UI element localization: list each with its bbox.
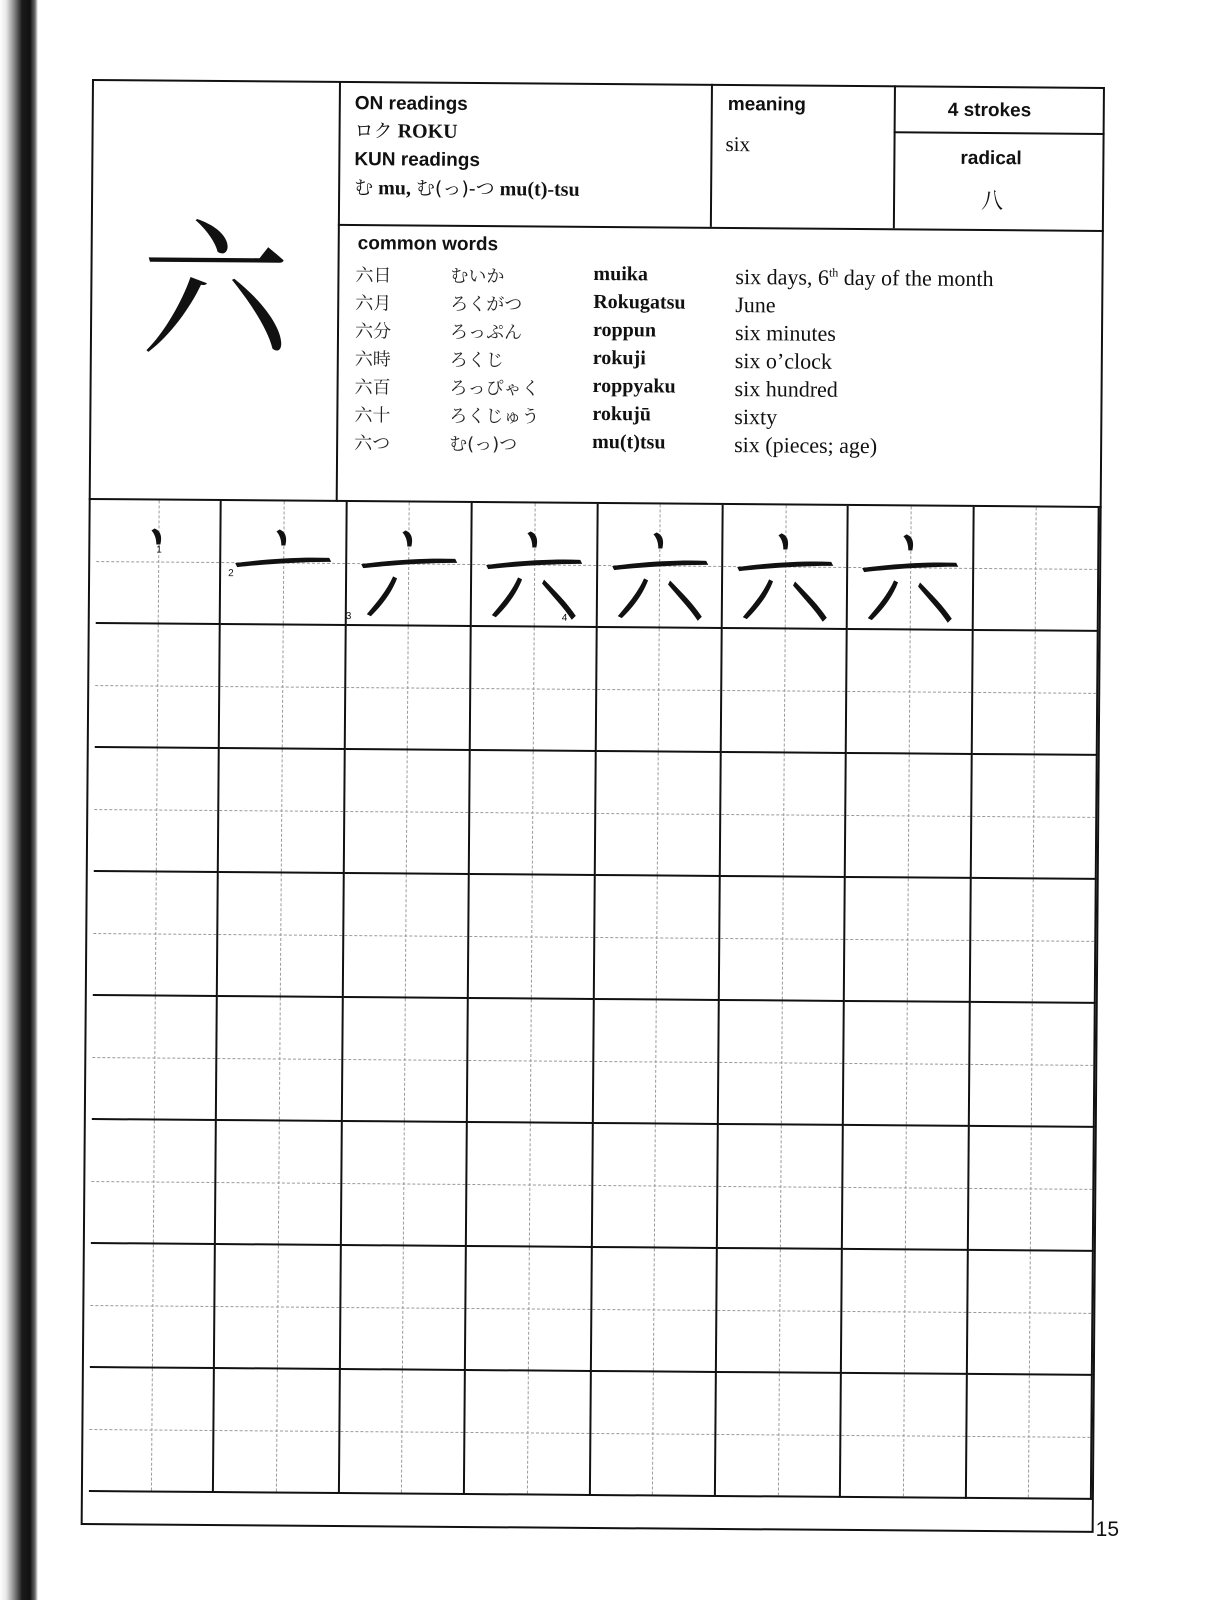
practice-cell[interactable] — [971, 755, 1097, 880]
stroke-order-glyph — [723, 505, 848, 630]
stroke-number-2: 2 — [228, 568, 234, 580]
practice-cell[interactable] — [91, 1120, 217, 1245]
word-kanji: 六百 — [354, 377, 391, 399]
word-meaning: six (pieces; age) — [734, 432, 878, 459]
practice-cell[interactable] — [344, 874, 470, 999]
on-reading-romaji: ROKU — [397, 120, 458, 143]
word-kanji: 六分 — [354, 321, 392, 343]
practice-cell[interactable] — [468, 999, 594, 1124]
practice-cell[interactable] — [844, 1002, 970, 1127]
kun-readings-label: KUN readings — [354, 149, 481, 172]
radical-value: 八 — [980, 188, 1004, 215]
practice-cell[interactable] — [847, 630, 973, 755]
on-reading-kana: ロク — [354, 120, 393, 143]
on-readings-value — [355, 116, 458, 144]
practice-cell[interactable] — [717, 1249, 843, 1374]
practice-cell[interactable] — [843, 1126, 969, 1251]
practice-cell[interactable] — [841, 1374, 967, 1499]
word-kana: む(っ)つ — [449, 433, 518, 456]
kanji-stroke-3 — [367, 576, 397, 616]
kanji-stroke-1 — [527, 531, 537, 547]
word-kanji: 六つ — [354, 433, 391, 455]
kanji-stroke-1 — [904, 534, 914, 550]
practice-cell[interactable] — [219, 749, 345, 874]
word-romaji: mu(t)tsu — [592, 430, 666, 454]
kanji-stroke-2 — [862, 562, 958, 573]
word-romaji: roppun — [592, 318, 657, 342]
kanji-stroke-3 — [617, 578, 647, 618]
kun-reading-kana-2: む(っ)-つ — [415, 177, 495, 201]
meaning-label: meaning — [727, 93, 807, 116]
word-meaning: six o’clock — [734, 348, 833, 374]
practice-cell[interactable] — [343, 998, 469, 1123]
kanji-stroke-3 — [492, 577, 522, 617]
stroke-order-glyph — [472, 503, 597, 628]
practice-cell[interactable] — [594, 876, 720, 1001]
kanji-stroke-2 — [486, 559, 582, 570]
stroke-number-1: 1 — [156, 544, 162, 556]
practice-cell[interactable] — [972, 631, 1098, 756]
practice-cell[interactable] — [92, 996, 218, 1121]
kanji-stroke-1 — [151, 528, 161, 544]
meaning-value: six — [725, 131, 751, 157]
practice-cell[interactable] — [216, 1121, 342, 1246]
radical-label: radical — [960, 147, 1022, 170]
stroke-order-cell — [848, 506, 974, 631]
practice-cell[interactable] — [721, 753, 847, 878]
practice-cell[interactable] — [218, 873, 344, 998]
word-kana: ろっぷん — [449, 321, 523, 344]
practice-cell[interactable] — [842, 1250, 968, 1375]
practice-cell[interactable] — [470, 751, 596, 876]
practice-cell[interactable] — [341, 1246, 467, 1371]
practice-cell[interactable] — [467, 1123, 593, 1248]
kanji-stroke-4 — [667, 581, 701, 621]
on-readings-label: ON readings — [354, 93, 468, 115]
kanji-stroke-1 — [402, 530, 412, 546]
practice-cell[interactable] — [719, 1001, 845, 1126]
stroke-number-3: 3 — [345, 611, 352, 623]
stroke-order-cell — [96, 500, 222, 625]
practice-cell[interactable] — [217, 997, 343, 1122]
practice-cell[interactable] — [969, 1003, 1095, 1128]
word-kana: ろくじ — [449, 349, 504, 372]
word-romaji: muika — [593, 262, 649, 286]
practice-cell[interactable] — [89, 1368, 215, 1493]
practice-cell[interactable] — [465, 1371, 591, 1496]
word-kana: ろっぴゃく — [449, 377, 540, 400]
kun-readings-value — [354, 173, 580, 202]
kanji-stroke-4 — [918, 583, 952, 623]
kun-reading-romaji-2: mu(t)-tsu — [499, 178, 580, 201]
practice-cell[interactable] — [590, 1372, 716, 1497]
word-kanji: 六十 — [354, 405, 391, 427]
practice-cell[interactable] — [846, 754, 972, 879]
stroke-order-cell — [472, 503, 598, 628]
word-kanji: 六日 — [355, 265, 392, 287]
kanji-stroke-4 — [793, 582, 827, 622]
word-meaning: six minutes — [734, 320, 836, 346]
kanji-stroke-1 — [277, 529, 287, 545]
kanji-stroke-2 — [236, 557, 332, 568]
stroke-order-glyph — [96, 500, 221, 625]
stroke-count: 4 strokes — [947, 99, 1032, 122]
kanji-stroke-2 — [737, 561, 833, 572]
practice-cell[interactable] — [94, 748, 220, 873]
kanji-stroke-2 — [361, 558, 457, 569]
kanji-worksheet — [81, 79, 1105, 1533]
word-romaji: roppyaku — [592, 374, 676, 398]
practice-cell[interactable] — [591, 1248, 717, 1373]
kanji-stroke-3 — [868, 580, 898, 620]
word-kanji: 六時 — [354, 349, 391, 371]
practice-cell[interactable] — [970, 879, 1096, 1004]
word-romaji: rokujū — [592, 402, 652, 426]
practice-cell[interactable] — [345, 750, 471, 875]
common-words-label: common words — [357, 233, 499, 256]
practice-cell[interactable] — [95, 624, 221, 749]
kanji-stroke-3 — [743, 579, 773, 619]
kun-reading-romaji-1: mu, — [378, 177, 412, 200]
practice-cell[interactable] — [90, 1244, 216, 1369]
word-kana: ろくじゅう — [449, 405, 540, 428]
kanji-stroke-1 — [778, 533, 788, 549]
practice-cell[interactable] — [469, 875, 595, 1000]
page-number: 15 — [1095, 1518, 1119, 1541]
kun-reading-kana-1: む — [354, 177, 374, 200]
binding-edge-shadow — [0, 0, 38, 1600]
practice-cell[interactable] — [471, 627, 597, 752]
word-row — [354, 429, 1074, 463]
practice-cell[interactable] — [215, 1245, 341, 1370]
practice-cell[interactable] — [345, 626, 471, 751]
stroke-order-glyph — [221, 501, 346, 626]
practice-cell[interactable] — [595, 752, 721, 877]
stroke-order-cell — [723, 505, 849, 630]
practice-cell[interactable] — [967, 1251, 1093, 1376]
kanji-stroke-2 — [612, 560, 708, 571]
stroke-order-cell — [221, 501, 347, 626]
stroke-order-glyph — [848, 506, 973, 631]
practice-cell[interactable] — [93, 872, 219, 997]
practice-cell[interactable] — [720, 877, 846, 1002]
kanji-stroke-1 — [653, 532, 663, 548]
word-kana: ろくがつ — [450, 293, 523, 316]
practice-cell[interactable] — [592, 1124, 718, 1249]
word-meaning: June — [735, 292, 776, 318]
practice-cell[interactable] — [340, 1370, 466, 1495]
practice-cell[interactable] — [342, 1122, 468, 1247]
practice-grid — [89, 500, 1100, 1500]
main-kanji: 六 — [139, 205, 292, 381]
stroke-order-cell — [346, 502, 472, 627]
stroke-order-glyph — [597, 504, 722, 629]
word-romaji: rokuji — [592, 346, 646, 370]
stroke-order-cell — [973, 507, 1099, 632]
practice-cell[interactable] — [845, 878, 971, 1003]
practice-cell[interactable] — [968, 1127, 1094, 1252]
practice-cell[interactable] — [220, 625, 346, 750]
word-romaji: Rokugatsu — [593, 290, 686, 314]
practice-cell[interactable] — [722, 629, 848, 754]
stroke-order-cell — [597, 504, 723, 629]
practice-cell[interactable] — [593, 1000, 719, 1125]
kanji-stroke-4 — [542, 580, 576, 620]
practice-cell[interactable] — [466, 1247, 592, 1372]
practice-cell[interactable] — [967, 1375, 1093, 1500]
practice-cell[interactable] — [214, 1369, 340, 1494]
stroke-order-glyph — [346, 502, 471, 627]
practice-cell[interactable] — [596, 628, 722, 753]
word-meaning: sixty — [734, 404, 778, 430]
word-meaning: six days, 6th day of the month — [735, 264, 994, 292]
stroke-number-4: 4 — [561, 612, 568, 624]
word-kanji: 六月 — [355, 293, 392, 315]
word-meaning: six hundred — [734, 376, 838, 402]
practice-cell[interactable] — [716, 1373, 842, 1498]
practice-cell[interactable] — [718, 1125, 844, 1250]
word-kana: むいか — [450, 265, 505, 288]
